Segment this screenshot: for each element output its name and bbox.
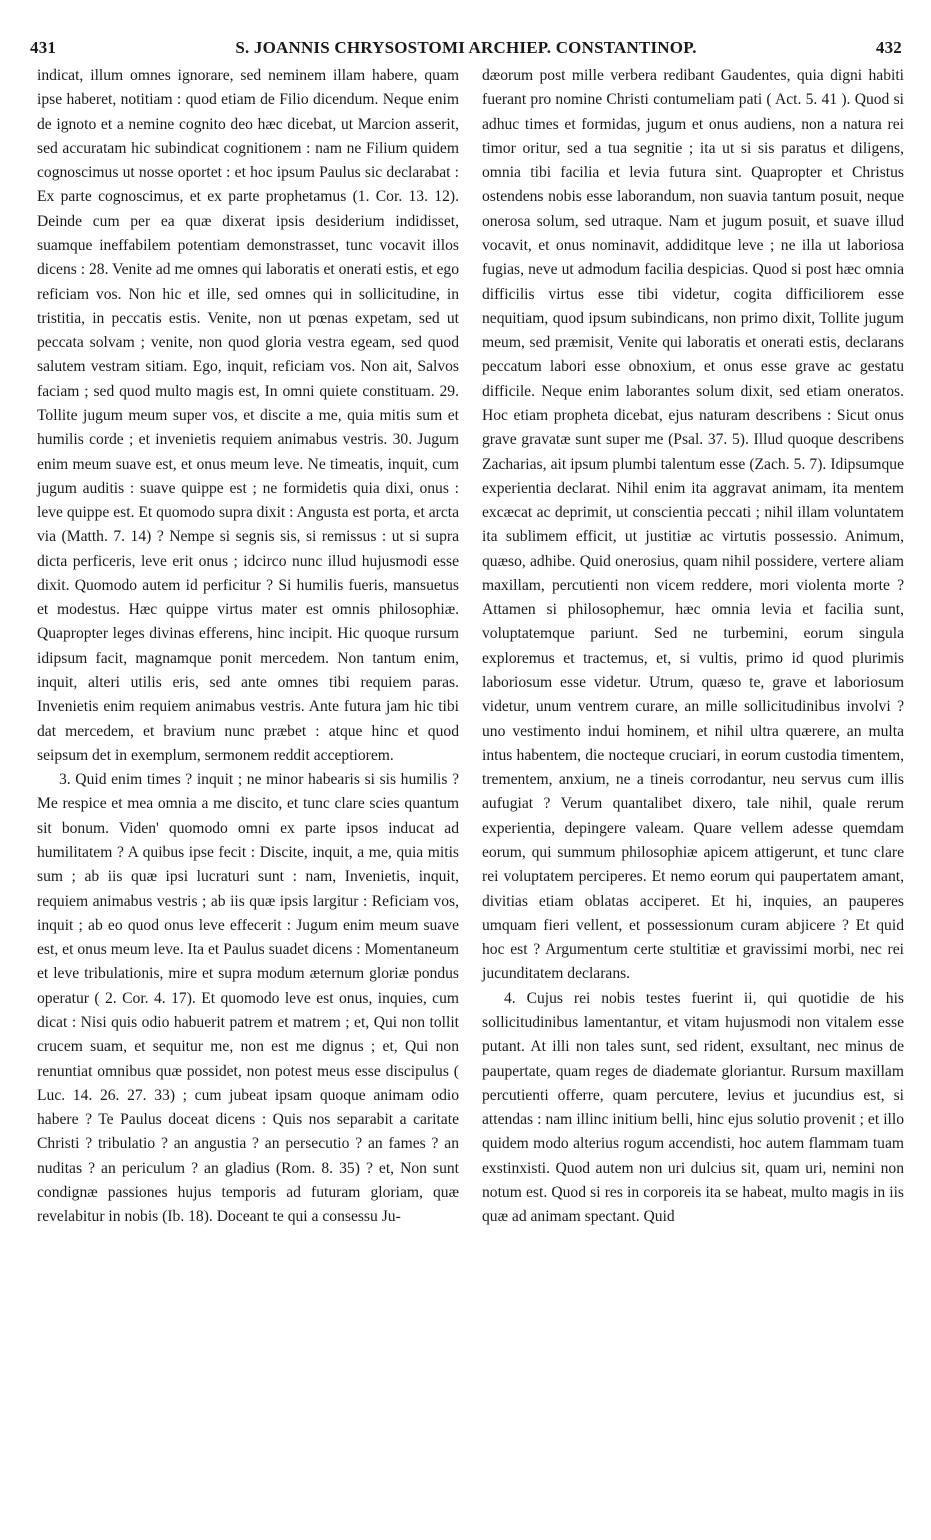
running-title: S. JOANNIS CHRYSOSTOMI ARCHIEP. CONSTANTINOP.	[235, 38, 697, 57]
right-paragraph-1: dæorum post mille verbera redibant Gaudentes, quia digni habiti fuerant pro nomine Christi contumeliam pati ( Act. 5. 41 ). Quod si adhuc times et formidas, jugum et onus audiens, non a natura rei timor oritur, sed a tua segnitie ; ita ut si sis paratus et diligens, omnia tibi facilia et levia futura sint. Quapropter et Christus ostendens nobis esse laborandum, non suavia tantum posuit, neque onerosa solum, sed utraque. Nam et jugum posuit, et suave illud vocavit, et onus nominavit, addiditque leve ; ne illa ut laboriosa fugias, neve ut admodum facilia despicias. Quod si post hæc omnia difficilis virtus esse tibi videtur, cogita difficiliorem esse nequitiam, quod ipsum subindicans, non primo dixit, Tollite jugum meum, sed præmisit, Venite qui laboratis et onerati estis, declarans peccatum labori esse obnoxium, et onus esse grave ac gestatu difficile. Neque enim laborantes solum dixit, sed etiam oneratos. Hoc etiam propheta dicebat, ejus naturam describens : Sicut onus grave gravatæ sunt super me (Psal. 37. 5). Illud quoque describens Zacharias, ait ipsum plumbi talentum esse (Zach. 5. 7). Idipsumque experientia declarat. Nihil enim ita aggravat animam, ita mentem excæcat ac deprimit, ut conscientia peccati ; nihil illam voluntatem ita sublimem efficit, ut justitiæ ac virtutis possessio. Animum, quæso, adhibe. Quid onerosius, quam nihil possidere, vertere aliam maxillam, percutienti non vicem reddere, mori violenta morte ? Attamen si philosophemur, hæc omnia levia et facilia sunt, voluptatemque pariunt. Sed ne turbemini, eorum singula exploremus et tractemus, et, si vultis, primo id quod plurimis laboriosum esse videtur. Utrum, quæso te, grave et laboriosum videtur, unum ventrem curare, an mille sollicitudinibus involvi ? uno vestimento indui hominem, et nihil ultra quærere, an multa intus habentem, die nocteque cruciari, in eorum custodia timentem, trementem, anxium, ne a tineis corrodantur, neu servus cum illis aufugiat ? Verum quantalibet dixero, tale nihil, quale rerum experientia, depingere valeam. Quare vellem adesse quemdam eorum, qui summum philosophiæ apicem attigerunt, et tunc clare rei voluptatem perciperes. Et nemo eorum qui paupertatem amant, divitias etiam oblatas acciperet. Et hi, inquies, an pauperes umquam fieri vellent, et possessionum curam abjicere ? Et quid hoc est ? Argumentum certe stultitiæ et gravissimi morbi, nec rei jucunditatem declarans.	[482, 67, 904, 983]
left-paragraph-1: indicat, illum omnes ignorare, sed neminem illam habere, quam ipse haberet, notitiam : quod etiam de Filio dicendum. Neque enim de ignoto et a nemine cognito deo hæc dicebat, ut Marcion asserit, sed accuratam hic subindicat cognitionem : nam ne Filium quidem cognoscimus ut nosse oportet : et hoc ipsum Paulus sic declarabat : Ex parte cognoscimus, et ex parte prophetamus (1. Cor. 13. 12). Deinde cum per ea quæ dixerat ipsis desiderium indidisset, suamque ineffabilem potentiam demonstrasset, tunc vocavit illos dicens : 28. Venite ad me omnes qui laboratis et onerati estis, et ego reficiam vos. Non hic et ille, sed omnes qui in sollicitudine, in tristitia, in peccatis estis. Venite, non ut pœnas expetam, sed ut peccata solvam ; venite, non quod gloria vestra egeam, sed quod salutem vestram sitiam. Ego, inquit, reficiam vos. Non ait, Salvos faciam ; sed quod multo magis est, In omni quiete constituam. 29. Tollite jugum meum super vos, et discite a me, quia mitis sum et humilis corde ; et invenietis requiem animabus vestris. 30. Jugum enim meum suave est, et onus meum leve. Ne timeatis, inquit, cum jugum auditis : suave quippe est ; ne formidetis quia dixi, onus : leve quippe est. Et quomodo supra dixit : Angusta est porta, et arcta via (Matth. 7. 14) ? Nempe si segnis sis, si remissus : ut si supra dicta perficeris, leve erit onus ; idcirco nunc illud hujusmodi esse dixit. Quomodo autem id perficitur ? Si humilis fueris, mansuetus et modestus. Hæc quippe virtus mater est omnis philosophiæ. Quapropter leges divinas efferens, hinc incipit. Hic quoque rursum idipsum facit, magnamque ponit mercedem. Non tantum enim, inquit, alteri utilis eris, sed ante omnes tibi requiem paras. Invenietis enim requiem animabus vestris. Ante futura jam hic tibi dat mercedem, et bravium nunc præbet : atque hinc et quod seipsum det in exemplum, sermonem reddit acceptiorem.	[37, 67, 459, 764]
left-column	[37, 64, 459, 1230]
right-column	[482, 64, 904, 1230]
right-paragraph-2: 4. Cujus rei nobis testes fuerint ii, qui quotidie de his sollicitudinibus lamentantur, et vitam hujusmodi non vitalem esse putant. At illi non tales sunt, sed rident, exsultant, nec minus de paupertate, quam reges de diademate gloriantur. Rursum maxillam percutienti offerre, quam percutere, levius et jucundius est, si attendas : nam illinc initium belli, hinc ejus solutio provenit ; et illo quidem modo alterius rogum accendisti, hoc autem flammam tuam exstinxisti. Quod autem non uri dulcius sit, quam uri, nemini non notum est. Quod si res in corporeis ita se habeat, multo magis in iis quæ ad animam spectant. Quid	[482, 989, 904, 1226]
left-paragraph-2: 3. Quid enim times ? inquit ; ne minor habearis si sis humilis ? Me respice et mea omnia a me discito, et tunc clare scies quantum sit bonum. Viden' quomodo omni ex parte ipsos inducat ad humilitatem ? A quibus ipse fecit : Discite, inquit, a me, quia mitis sum ; ab iis quæ ipsi lucraturi sunt : nam, Invenietis, inquit, requiem animabus vestris ; ab iis quæ ipsis largitur : Reficiam vos, inquit ; ab eo quod onus leve effecerit : Jugum enim meum suave est, et onus meum leve. Ita et Paulus suadet dicens : Momentaneum et leve tribulationis, mire et supra modum æternum gloriæ pondus operatur ( 2. Cor. 4. 17). Et quomodo leve est onus, inquies, cum dicat : Nisi quis odio habuerit patrem et matrem ; et, Qui non tollit crucem suam, et sequitur me, non est me dignus ; et, Qui non renuntiat omnibus quæ possidet, non potest meus esse discipulus ( Luc. 14. 26. 27. 33) ; cum jubeat ipsam quoque animam odio habere ? Te Paulus doceat dicens : Quis nos separabit a caritate Christi ? tribulatio ? an angustia ? an persecutio ? an fames ? an nuditas ? an periculum ? an gladius (Rom. 8. 35) ? et, Non sunt condignæ passiones hujus temporis ad futuram gloriam, quæ revelabitur in nobis (Ib. 18). Doceant te qui a consessu Ju-	[37, 771, 459, 1226]
page-number-right: 432	[875, 38, 902, 57]
page-number-left: 431	[30, 38, 57, 57]
running-header	[30, 38, 902, 62]
